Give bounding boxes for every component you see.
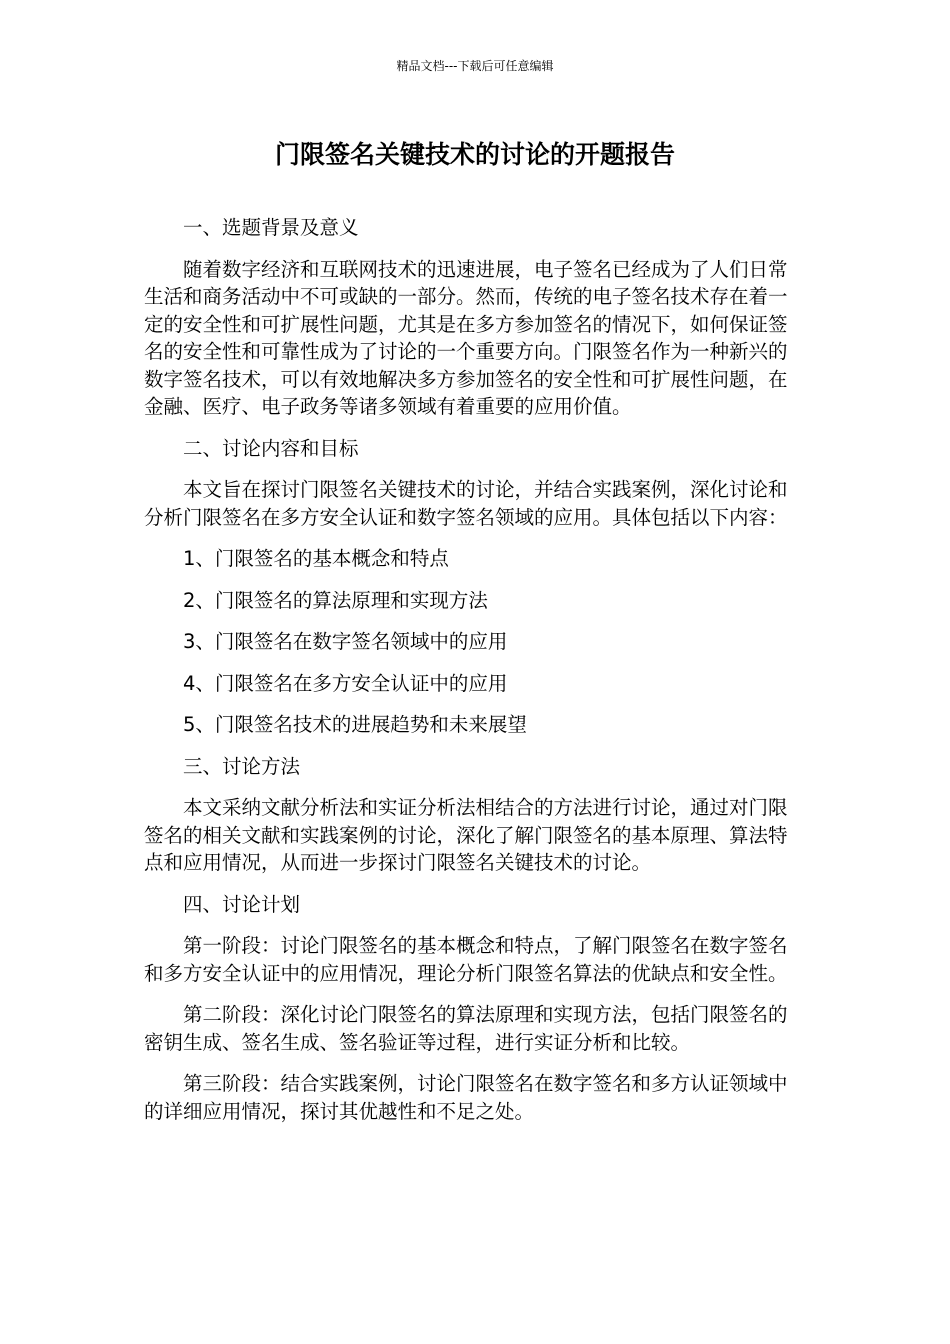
list-item: 1、门限签名的基本概念和特点 [183, 547, 449, 570]
document-body [144, 214, 798, 1139]
document-title: 门限签名关键技术的讨论的开题报告 [274, 140, 675, 169]
section-heading-content-goals: 二、讨论内容和目标 [183, 436, 359, 460]
paragraph-plan-stage-2: 第二阶段：深化讨论门限签名的算法原理和实现方法，包括门限签名的密钥生成、签名生成、签名验证等过程，进行实证分析和比较。 [144, 1003, 788, 1054]
paragraph-background: 随着数字经济和互联网技术的迅速进展，电子签名已经成为了人们日常生活和商务活动中不可或缺的一部分。然而，传统的电子签名技术存在着一定的安全性和可扩展性问题，尤其是在多方参加签名的情况下，如何保证签名的安全性和可靠性成为了讨论的一个重要方向。门限签名作为一种新兴的数字签名技术，可以有效地解决多方参加签名的安全性和可扩展性问题，在金融、医疗、电子政务等诸多领域有着重要的应用价值。 [144, 257, 788, 418]
paragraph-plan-stage-1: 第一阶段：讨论门限签名的基本概念和特点，了解门限签名在数字签名和多方安全认证中的应用情况，理论分析门限签名算法的优缺点和安全性。 [144, 934, 788, 985]
section-heading-background: 一、选题背景及意义 [183, 216, 359, 239]
section-heading-plan: 四、讨论计划 [183, 892, 301, 916]
paragraph-plan-stage-3: 第三阶段：结合实践案例，讨论门限签名在数字签名和多方认证领域中的详细应用情况，探讨其优越性和不足之处。 [144, 1072, 788, 1123]
paragraph-methods: 本文采纳文献分析法和实证分析法相结合的方法进行讨论，通过对门限签名的相关文献和实践案例的讨论，深化了解门限签名的基本原理、算法特点和应用情况，从而进一步探讨门限签名关键技术的讨论。 [144, 796, 788, 874]
header-note: 精品文档---下载后可任意编辑 [396, 59, 554, 73]
paragraph-content-goals: 本文旨在探讨门限签名关键技术的讨论，并结合实践案例，深化讨论和分析门限签名在多方安全认证和数字签名领域的应用。具体包括以下内容： [144, 478, 788, 529]
list-item: 5、门限签名技术的进展趋势和未来展望 [183, 713, 527, 736]
list-item: 4、门限签名在多方安全认证中的应用 [183, 671, 508, 695]
section-heading-methods: 三、讨论方法 [183, 754, 301, 778]
list-item: 2、门限签名的算法原理和实现方法 [183, 588, 488, 612]
list-item: 3、门限签名在数字签名领域中的应用 [183, 630, 508, 653]
